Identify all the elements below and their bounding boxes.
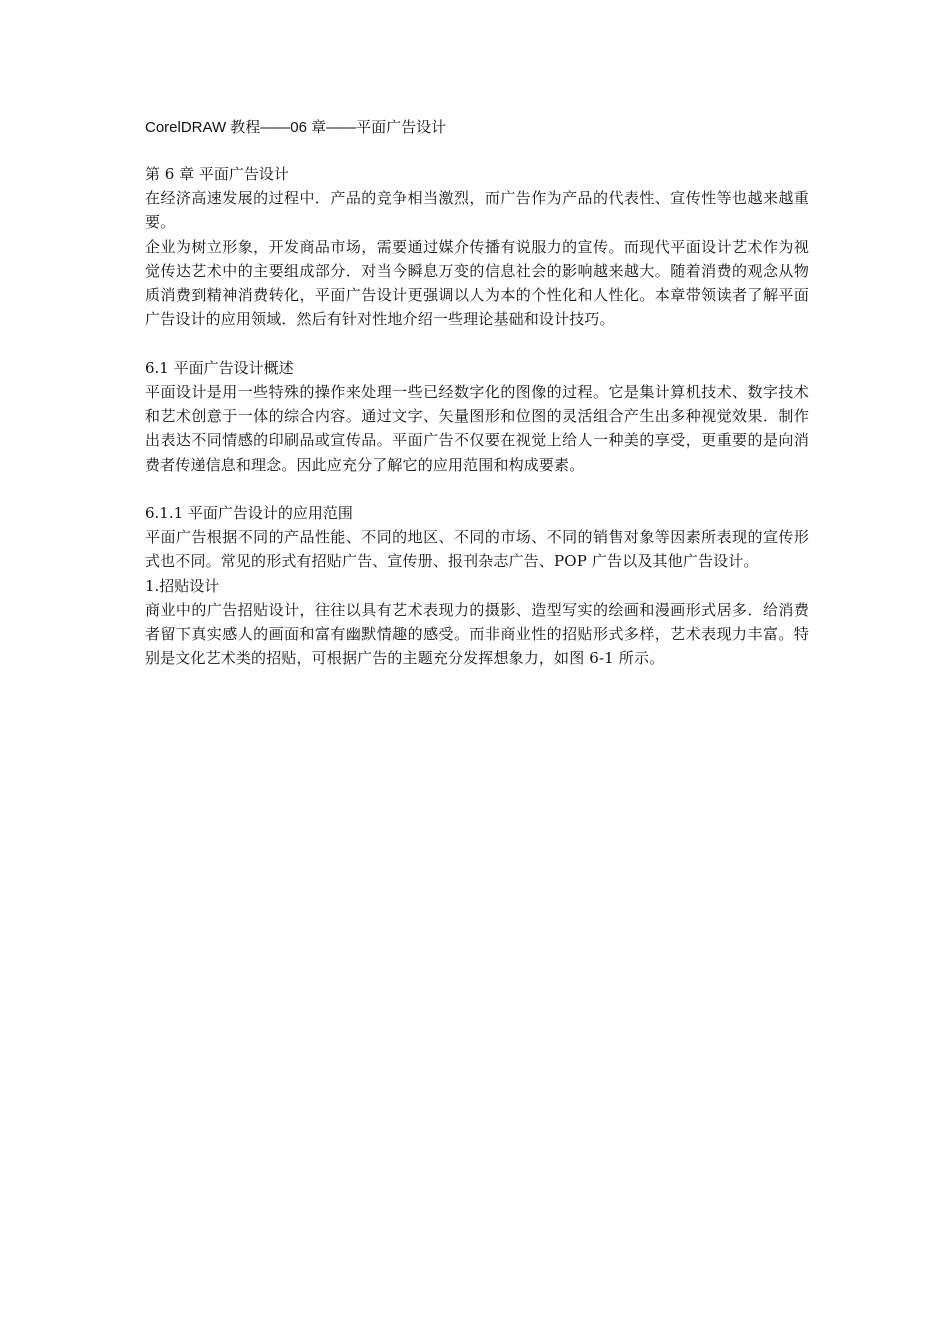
section-6-1-paragraph: 平面设计是用一些特殊的操作来处理一些已经数字化的图像的过程。它是集计算机技术、数字技术和艺术创意于一体的综合内容。通过文字、矢量图形和位图的灵活组合产生出多种视觉效果．制作出表达不同情感的印刷品或宣传品。平面广告不仅要在视觉上给人一种美的享受，更重要的是向消费者传递信息和理念。因此应充分了解它的应用范围和构成要素。: [145, 382, 809, 474]
document-title: CorelDRAW 教程——06 章——平面广告设计: [145, 119, 447, 136]
poster-design-paragraph: 商业中的广告招贴设计，往往以具有艺术表现力的摄影、造型写实的绘画和漫画形式居多．给消费者留下真实感人的画面和富有幽默情趣的感受。而非商业性的招贴形式多样，艺术表现力丰富。特别是文化艺术类的招贴，可根据广告的主题充分发挥想象力，如图 6-1 所示。: [145, 600, 809, 668]
intro-paragraph-1: 在经济高速发展的过程中．产品的竞争相当激烈，而广告作为产品的代表性、宣传性等也越来越重要。: [145, 189, 809, 232]
document-body: [145, 116, 809, 670]
intro-paragraph-2: 企业为树立形象，开发商品市场，需要通过媒介传播有说服力的宣传。而现代平面设计艺术作为视觉传达艺术中的主要组成部分．对当今瞬息万变的信息社会的影响越来越大。随着消费的观念从物质消费到精神消费转化，平面广告设计更强调以人为本的个性化和人性化。本章带领读者了解平面广告设计的应用领域．然后有针对性地介绍一些理论基础和设计技巧。: [145, 237, 809, 329]
section-6-1-1-heading: 6.1.1 平面广告设计的应用范围: [145, 503, 353, 522]
section-6-1-heading: 6.1 平面广告设计概述: [145, 358, 294, 377]
section-spacer: [145, 332, 809, 356]
chapter-heading: 第 6 章 平面广告设计: [145, 165, 289, 183]
section-spacer: [145, 477, 809, 501]
section-6-1-1-paragraph: 平面广告根据不同的产品性能、不同的地区、不同的市场、不同的销售对象等因素所表现的宣传形式也不同。常见的形式有招贴广告、宣传册、报刊杂志广告、POP 广告以及其他广告设计。: [145, 527, 809, 571]
poster-design-subheading: 1.招贴设计: [145, 576, 220, 595]
